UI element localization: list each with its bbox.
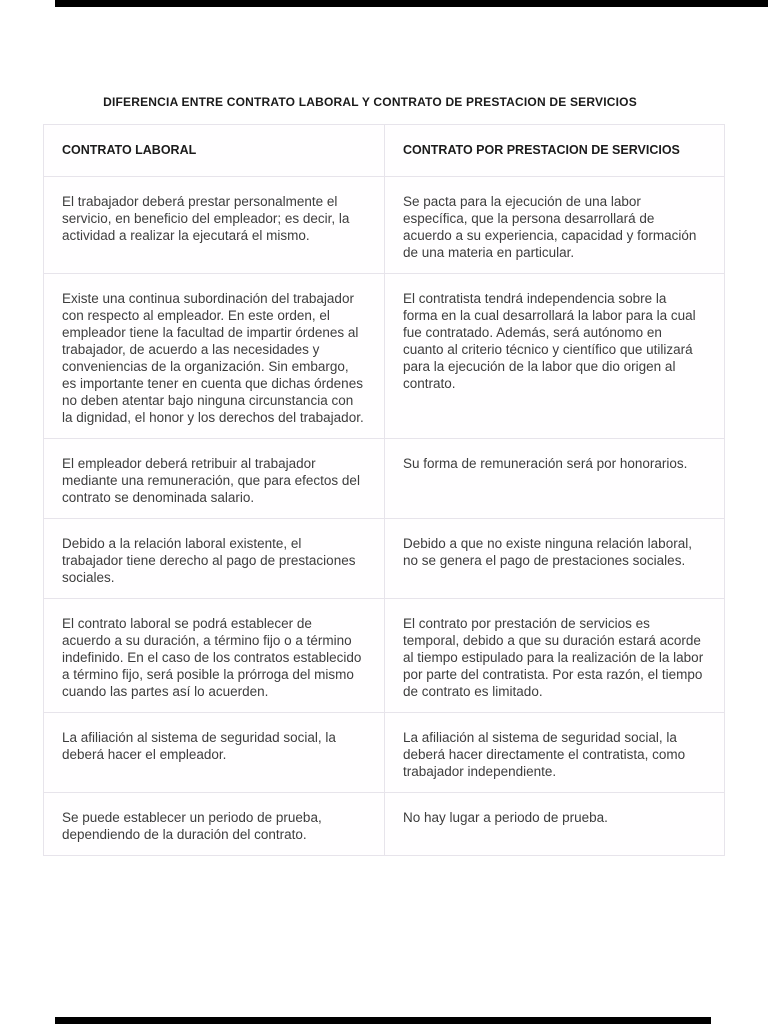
cell-servicios-honorarios: Su forma de remuneración será por honorarios. bbox=[384, 439, 724, 518]
table-row bbox=[44, 438, 724, 518]
table-row bbox=[44, 598, 724, 712]
cell-servicios-temporal: El contrato por prestación de servicios es temporal, debido a que su duración estará acorde al tiempo estipulado para la realización de la labor por parte del contratista. Por esta razón, el tiempo de contrato es limitado. bbox=[384, 599, 724, 712]
cell-servicios-sin-prestaciones: Debido a que no existe ninguna relación laboral, no se genera el pago de prestaciones sociales. bbox=[384, 519, 724, 598]
table-row bbox=[44, 792, 724, 855]
cell-laboral-subordinacion: Existe una continua subordinación del trabajador con respecto al empleador. En este orden, el empleador tiene la facultad de impartir órdenes al trabajador, de acuerdo a las necesidades y conveniencias de la organización. Sin embargo, es importante tener en cuenta que dichas órdenes no deben atentar bajo ninguna circunstancia con la dignidad, el honor y los derechos del trabajador. bbox=[62, 291, 364, 425]
table-row bbox=[44, 518, 724, 598]
cell-laboral-seguridad-social: La afiliación al sistema de seguridad social, la deberá hacer el empleador. bbox=[62, 730, 336, 762]
cell-laboral-servicio-personal: El trabajador deberá prestar personalmente el servicio, en beneficio del empleador; es decir, la actividad a realizar la ejecutará el mismo. bbox=[62, 194, 350, 243]
page-title: DIFERENCIA ENTRE CONTRATO LABORAL Y CONTRATO DE PRESTACION DE SERVICIOS bbox=[103, 95, 637, 109]
column-header-contrato-laboral: CONTRATO LABORAL bbox=[62, 143, 197, 157]
cell-servicios-seguridad-social: La afiliación al sistema de seguridad social, la deberá hacer directamente el contratista, como trabajador independiente. bbox=[384, 713, 724, 792]
table-row bbox=[44, 712, 724, 792]
cell-servicios-labor-especifica: Se pacta para la ejecución de una labor específica, que la persona desarrollará de acuerdo a su experiencia, capacidad y formación de una materia en particular. bbox=[384, 177, 724, 273]
column-header-prestacion-servicios: CONTRATO POR PRESTACION DE SERVICIOS bbox=[384, 125, 724, 176]
table-row bbox=[44, 273, 724, 438]
cell-servicios-independencia: El contratista tendrá independencia sobre la forma en la cual desarrollará la labor para la cual fue contratado. Además, será autónomo en cuanto al criterio técnico y científico que utilizará para la ejecución de la labor que dio origen al contrato. bbox=[384, 274, 724, 438]
cell-servicios-sin-periodo-prueba: No hay lugar a periodo de prueba. bbox=[384, 793, 724, 855]
bottom-edge-bar bbox=[55, 1017, 711, 1024]
comparison-table bbox=[43, 124, 725, 856]
cell-laboral-prestaciones-sociales: Debido a la relación laboral existente, el trabajador tiene derecho al pago de prestaciones sociales. bbox=[62, 536, 356, 585]
table-header-row bbox=[44, 125, 724, 176]
table-row bbox=[44, 176, 724, 273]
cell-laboral-remuneracion-salario: El empleador deberá retribuir al trabajador mediante una remuneración, que para efectos del contrato se denominada salario. bbox=[62, 456, 360, 505]
cell-laboral-duracion: El contrato laboral se podrá establecer de acuerdo a su duración, a término fijo o a término indefinido. En el caso de los contratos establecido a término fijo, será posible la prórroga del mismo cuando las partes así lo acuerden. bbox=[62, 616, 362, 699]
cell-laboral-periodo-prueba: Se puede establecer un periodo de prueba, dependiendo de la duración del contrato. bbox=[62, 810, 322, 842]
top-edge-bar bbox=[55, 0, 768, 7]
